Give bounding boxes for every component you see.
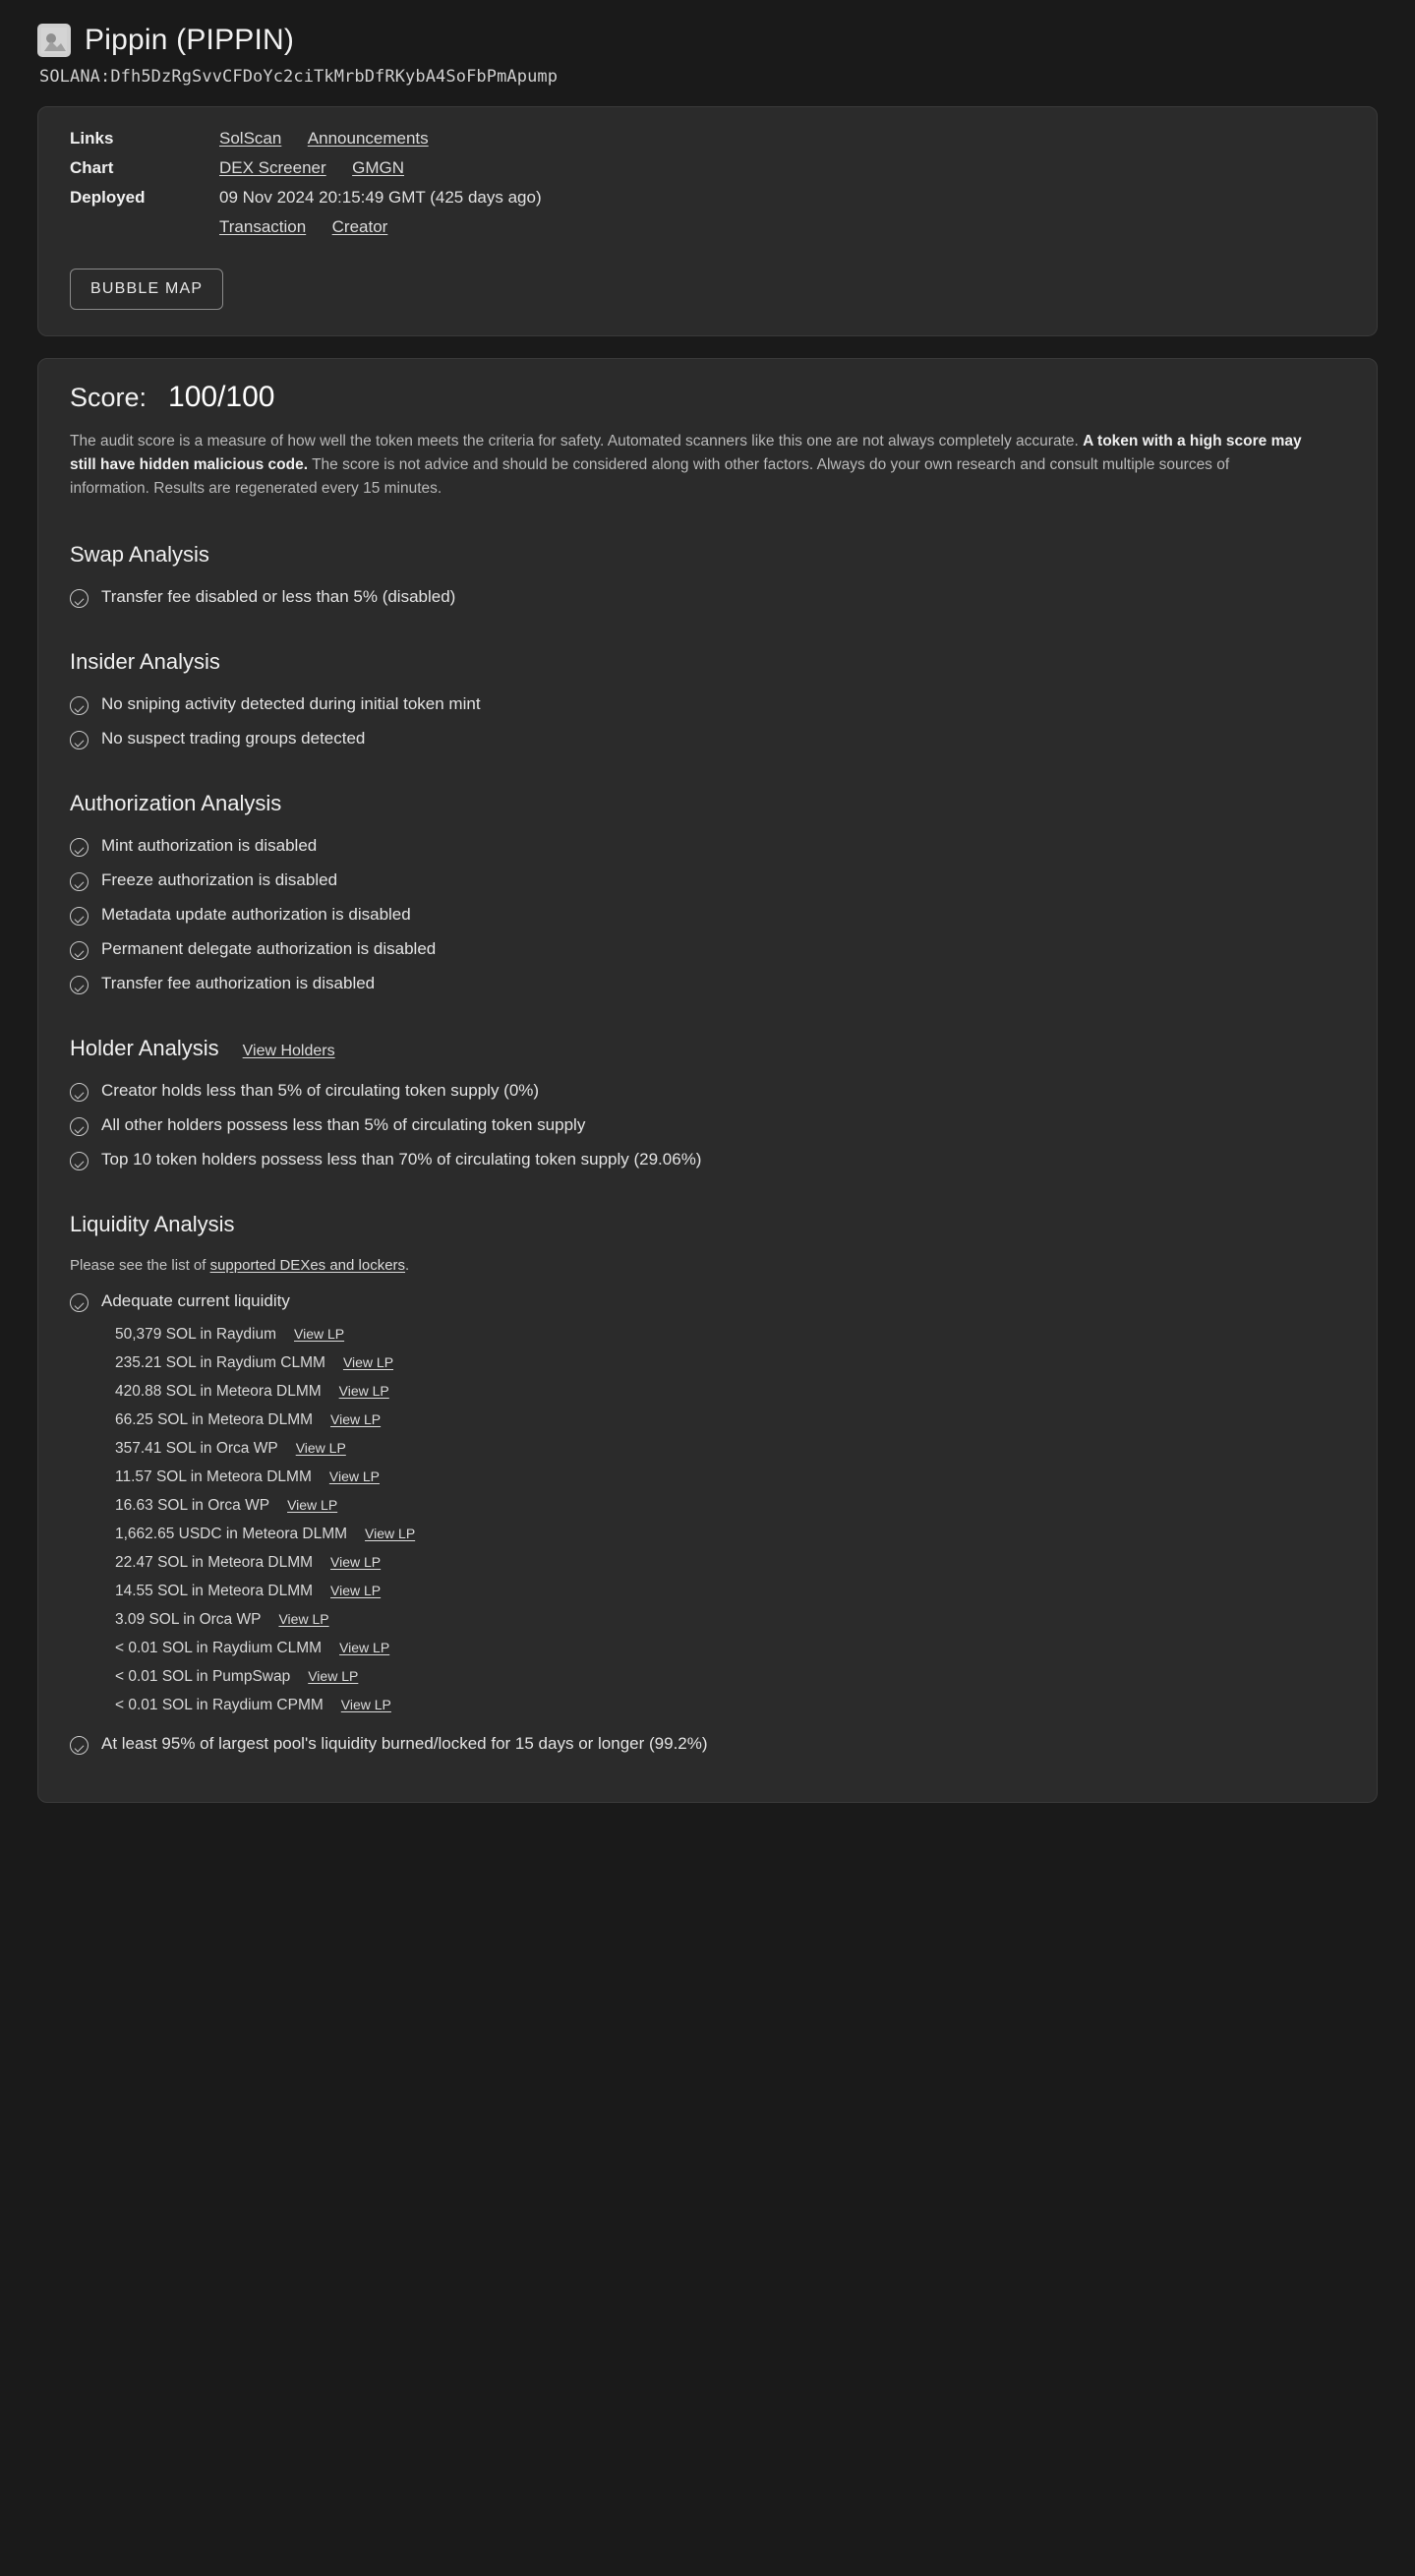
pool-amount: 11.57 SOL in Meteora DLMM [115, 1468, 312, 1486]
token-info-card [37, 106, 1378, 336]
section-title-swap-analysis: Swap Analysis [70, 542, 209, 568]
list-item [115, 1411, 1345, 1429]
pool-amount: < 0.01 SOL in Raydium CPMM [115, 1697, 324, 1714]
check-circle-icon [70, 696, 88, 715]
check-circle-icon [70, 731, 88, 749]
disclaimer-part2: The score is not advice and should be considered along with other factors. Always do your own research and consult multiple sources of information. Results are regenerated every 15 minutes. [70, 456, 1230, 498]
check-item-label: Transfer fee disabled or less than 5% (disabled) [101, 587, 456, 607]
check-item [70, 1150, 1345, 1170]
check-circle-icon [70, 1083, 88, 1102]
check-item [70, 939, 1345, 960]
section-title-holder-analysis [70, 1036, 1345, 1061]
solscan-link[interactable]: SolScan [219, 129, 282, 148]
check-circle-icon [70, 1736, 88, 1755]
pool-amount: < 0.01 SOL in Raydium CLMM [115, 1640, 323, 1657]
view-lp-link[interactable]: View LP [295, 1440, 346, 1457]
deployed-links [219, 217, 1345, 237]
check-item-label: Metadata update authorization is disabled [101, 905, 411, 925]
liquidity-note-suffix: . [405, 1257, 410, 1275]
check-item-label: All other holders possess less than 5% of circulating token supply [101, 1115, 586, 1135]
liquidity-note [70, 1257, 1345, 1274]
check-circle-icon [70, 976, 88, 994]
holder-analysis-label: Holder Analysis [70, 1036, 219, 1061]
check-circle-icon [70, 589, 88, 608]
view-lp-link[interactable]: View LP [330, 1583, 382, 1599]
list-item [115, 1583, 1345, 1600]
chart-row [70, 158, 1345, 178]
gmgn-link[interactable]: GMGN [352, 158, 405, 177]
list-item [115, 1468, 1345, 1486]
page-title: Pippin (PIPPIN) [85, 24, 295, 56]
section-title-authorization-analysis: Authorization Analysis [70, 791, 282, 816]
pool-amount: 235.21 SOL in Raydium CLMM [115, 1354, 325, 1372]
check-circle-icon [70, 907, 88, 926]
section-title-insider-analysis: Insider Analysis [70, 649, 220, 675]
list-item [115, 1326, 1345, 1344]
pool-amount: 357.41 SOL in Orca WP [115, 1440, 278, 1458]
check-circle-icon [70, 1293, 88, 1312]
view-lp-link[interactable]: View LP [287, 1497, 338, 1514]
check-item-label: Top 10 token holders possess less than 70% of circulating token supply (29.06%) [101, 1150, 702, 1169]
links-values [219, 129, 429, 149]
list-item [115, 1668, 1345, 1686]
check-item [70, 870, 1345, 891]
pool-amount: 1,662.65 USDC in Meteora DLMM [115, 1526, 348, 1543]
score-label: Score: [70, 383, 147, 412]
list-item [115, 1526, 1345, 1543]
view-lp-link[interactable]: View LP [342, 1354, 394, 1371]
check-item-label: No suspect trading groups detected [101, 729, 366, 749]
chart-label: Chart [70, 158, 114, 177]
token-address: SOLANA:Dfh5DzRgSvvCFDoYc2ciTkMrbDfRKybA4SoFbPmApump [39, 67, 559, 87]
list-item [115, 1554, 1345, 1572]
pool-amount: 420.88 SOL in Meteora DLMM [115, 1383, 322, 1401]
list-item [115, 1440, 1345, 1458]
check-item-label: No sniping activity detected during initial token mint [101, 694, 481, 714]
liquidity-pool-list [115, 1326, 1345, 1714]
view-lp-link[interactable]: View LP [294, 1326, 345, 1343]
deployed-value: 09 Nov 2024 20:15:49 GMT (425 days ago) [219, 188, 542, 207]
view-holders-link[interactable]: View Holders [242, 1043, 335, 1060]
pool-amount: 50,379 SOL in Raydium [115, 1326, 276, 1344]
pool-amount: 3.09 SOL in Orca WP [115, 1611, 262, 1629]
list-item [115, 1697, 1345, 1714]
score-row [70, 381, 1345, 414]
check-item [70, 1115, 1345, 1136]
view-lp-link[interactable]: View LP [328, 1468, 380, 1485]
supported-dexes-link[interactable]: supported DEXes and lockers [209, 1257, 406, 1275]
view-lp-link[interactable]: View LP [365, 1526, 416, 1542]
check-item [70, 836, 1345, 857]
pool-amount: 22.47 SOL in Meteora DLMM [115, 1554, 314, 1572]
check-item [70, 694, 1345, 715]
list-item [115, 1640, 1345, 1657]
check-circle-icon [70, 872, 88, 891]
list-item [115, 1497, 1345, 1515]
view-lp-link[interactable]: View LP [330, 1411, 382, 1428]
pool-amount: < 0.01 SOL in PumpSwap [115, 1668, 291, 1686]
deployed-row [70, 188, 1345, 208]
check-item [70, 1734, 1345, 1755]
view-lp-link[interactable]: View LP [278, 1611, 329, 1628]
check-circle-icon [70, 838, 88, 857]
view-lp-link[interactable]: View LP [338, 1383, 389, 1400]
view-lp-link[interactable]: View LP [308, 1668, 359, 1685]
pool-amount: 66.25 SOL in Meteora DLMM [115, 1411, 314, 1429]
pool-amount: 14.55 SOL in Meteora DLMM [115, 1583, 314, 1600]
audit-card [37, 358, 1378, 1803]
view-lp-link[interactable]: View LP [340, 1697, 391, 1713]
check-circle-icon [70, 1152, 88, 1170]
section-title-liquidity-analysis: Liquidity Analysis [70, 1212, 235, 1237]
chart-values [219, 158, 404, 178]
creator-link[interactable]: Creator [331, 217, 388, 236]
check-item [70, 1081, 1345, 1102]
deployed-label: Deployed [70, 188, 146, 207]
announcements-link[interactable]: Announcements [307, 129, 429, 148]
check-item [70, 729, 1345, 749]
score-disclaimer [70, 430, 1309, 501]
view-lp-link[interactable]: View LP [339, 1640, 390, 1656]
disclaimer-bold: A token with a high score may still have hidden malicious code. [70, 433, 1302, 474]
list-item [115, 1354, 1345, 1372]
list-item [115, 1383, 1345, 1401]
check-item [70, 1291, 1345, 1312]
pool-amount: 16.63 SOL in Orca WP [115, 1497, 270, 1515]
check-item-label: Creator holds less than 5% of circulating token supply (0%) [101, 1081, 540, 1101]
check-item [70, 905, 1345, 926]
view-lp-link[interactable]: View LP [330, 1554, 382, 1571]
check-circle-icon [70, 1117, 88, 1136]
check-item-label: Transfer fee authorization is disabled [101, 974, 376, 993]
check-item-label: Mint authorization is disabled [101, 836, 318, 856]
disclaimer-part1: The audit score is a measure of how well the token meets the criteria for safety. Automated scanners like this one are not always completely accurate. [70, 433, 1084, 449]
check-item-label: At least 95% of largest pool's liquidity burned/locked for 15 days or longer (99.2%) [101, 1734, 708, 1754]
check-item-label: Freeze authorization is disabled [101, 870, 338, 890]
check-item [70, 974, 1345, 994]
liquidity-note-prefix: Please see the list of [70, 1257, 210, 1275]
check-circle-icon [70, 941, 88, 960]
check-item-label: Permanent delegate authorization is disabled [101, 939, 437, 959]
dex-screener-link[interactable]: DEX Screener [219, 158, 326, 177]
check-item [70, 587, 1345, 608]
transaction-link[interactable]: Transaction [219, 217, 307, 236]
links-row [70, 129, 1345, 149]
score-value: 100/100 [168, 381, 275, 413]
token-header [37, 24, 1378, 57]
check-item-label: Adequate current liquidity [101, 1291, 290, 1311]
links-label: Links [70, 129, 114, 148]
token-logo-icon [37, 24, 71, 57]
list-item [115, 1611, 1345, 1629]
bubble-map-button[interactable]: BUBBLE MAP [70, 269, 223, 310]
